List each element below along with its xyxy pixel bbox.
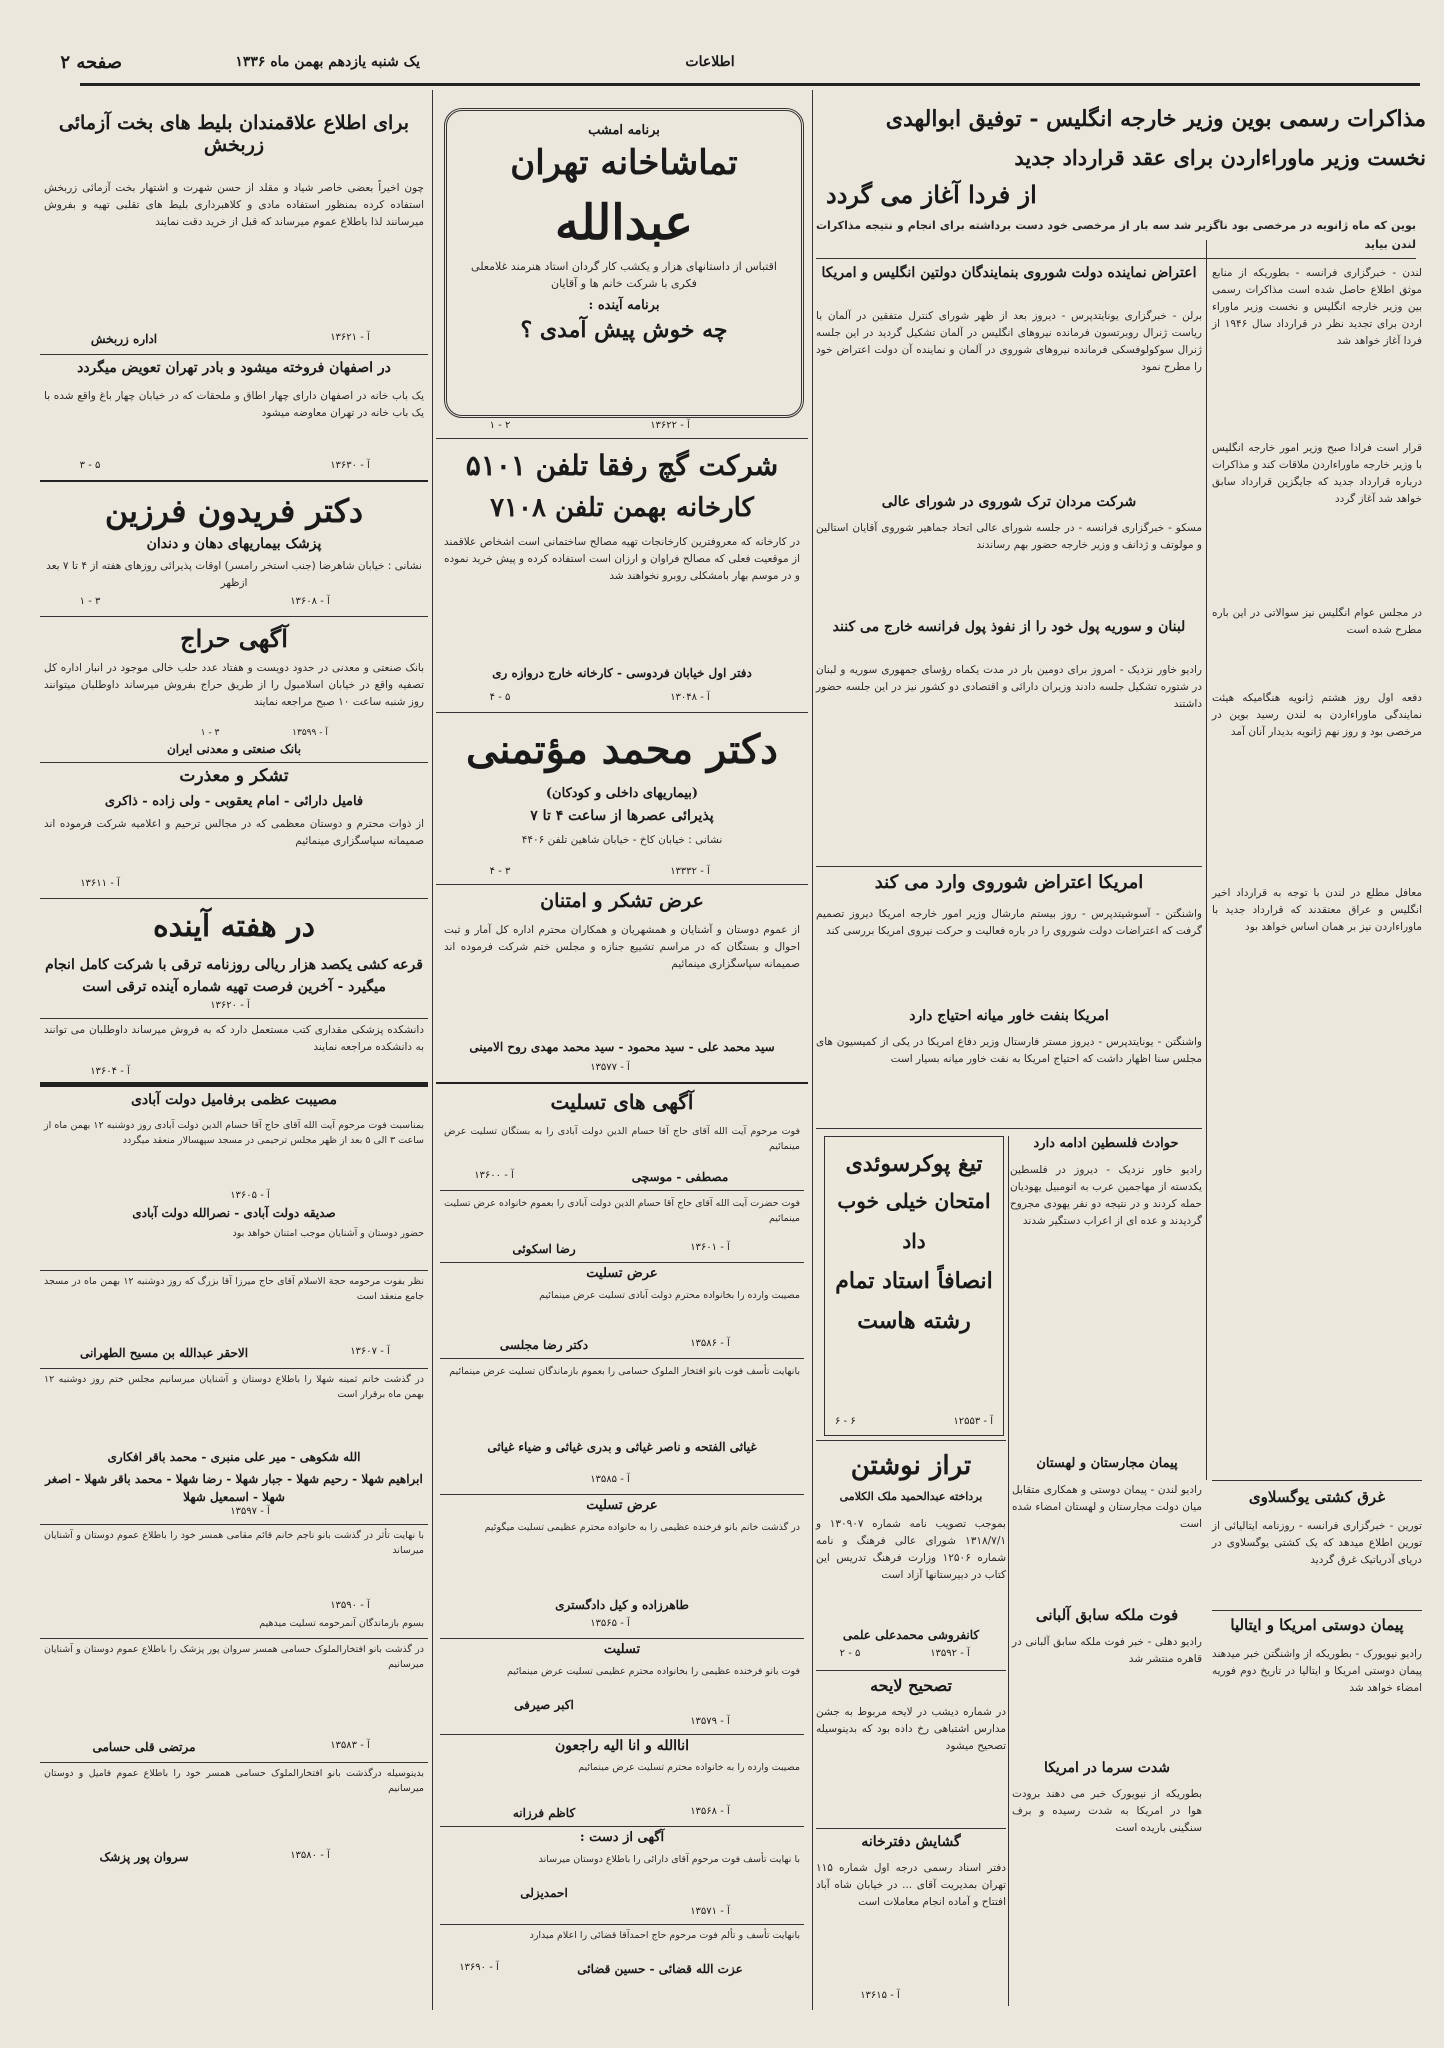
condolence-body: مصیبت وارده را به خانواده محترم تسلیت عرض مینمائیم (578, 1762, 800, 1773)
ad-code: آ - ۱۳۶۰۱ (690, 1242, 730, 1253)
ad-code: آ - ۱۳۶۰۵ (230, 1190, 270, 1201)
gach-ad-title: شرکت گچ رفقا تلفن ۵۱۰۱ (465, 449, 779, 482)
condolence-title: عرض تسلیت (586, 1498, 658, 1513)
doctor-ad-hours: پذیرائی عصرها از ساعت ۴ تا ۷ (530, 808, 714, 824)
play-title: عبدالله (555, 195, 693, 251)
lottery-ad-body: قرعه کشی یکصد هزار ریالی روزنامه ترقی با شرکت کامل انجام میگیرد - آخرین فرصت تهیه شماره آینده ترقی است (45, 957, 423, 995)
condolence-title: اناالله و انا الیه راجعون (554, 1738, 690, 1754)
article-title: امریکا بنفت خاور میانه احتیاج دارد (909, 1008, 1109, 1024)
ad-code: آ - ۱۳۶۰۰ (474, 1170, 514, 1181)
condolence-signer: احمدیزلی (520, 1886, 568, 1900)
obituary-body: در گذشت خانم ثمینه شهلا را باطلاع دوستان و آشنایان میرسانیم مجلس ختم روز دوشنبه ۱۲ بهمن ماه برقرار است (44, 1374, 424, 1400)
ad-code: آ - ۱۳۶۲۱ (330, 332, 370, 343)
auction-ad-body: بانک صنعتی و معدنی در حدود دویست و هفتاد عدد حلب خالی موجود در انبار اداره کل تصفیه واقع در خیابان اسلامبول را از طریق حراج بفروش میرساند داوطلبان میتوانند روز شنبه ساعت ۱۰ صبح مراجعه نمایند (44, 662, 424, 708)
ad-code: ۱ - ۲ (489, 420, 511, 431)
article-body: رادیو خاور نزدیک - امروز برای دومین بار در مدت یکماه رؤسای جمهوری سوریه و لبنان در شتوره تشکیل جلسه دادند وزیران دارائی و اقتصادی دو کشور نیز در این جلسه حضور داشتند (816, 664, 1202, 710)
ad-code: آ - ۱۳۵۷۹ (690, 1716, 730, 1727)
article-title: امریکا اعتراض شوروی وارد می کند (874, 872, 1144, 893)
ad-code: آ - ۱۳۶۹۰ (459, 1962, 499, 1973)
article-body: رادیو لندن - پیمان دوستی و همکاری متقابل میان دولت مجارستان و لهستان امضاء شده است (1012, 1484, 1202, 1530)
condolence-title: تسلیت (603, 1642, 641, 1657)
ad-code: ۴ - ۳ (489, 866, 511, 877)
condolence-body: مصیبت وارده را بخانواده محترم دولت آبادی تسلیت عرض مینمائیم (539, 1290, 800, 1301)
theater-desc: اقتباس از داستانهای هزار و یکشب کار گردان استاد هنرمند غلامعلی فکری با شرکت خانم ها و آقایان (471, 260, 777, 290)
obituary-body: بدینوسیله درگذشت بانو افتخارالملوک حسامی همسر خود را باطلاع عموم فامیل و دوستان میرسانیم (44, 1768, 424, 1794)
theater-next-label: برنامه آینده : (588, 298, 660, 313)
obituary-signer: سروان پور پزشک (99, 1850, 189, 1864)
ad-code: آ - ۱۳۵۷۱ (690, 1906, 730, 1917)
razor-ad-line: امتحان خیلی خوب داد (837, 1189, 991, 1253)
ad-code: ۴ - ۵ (489, 692, 511, 703)
article-strip-5: معافل مطلع در لندن با توجه به قرارداد اخیر انگلیس و عراق معتقدند که قرارداد جدید با ماوراءاردن نیز بر همان اساس خواهد بود (1212, 887, 1422, 933)
header-rule (80, 83, 1420, 86)
condolence-signer: غیاثی الفتحه و ناصر غیاثی و بدری غیاثی و ضیاء غیاثی (487, 1440, 757, 1454)
condolence-signer: کاظم فرزانه (512, 1806, 576, 1820)
obituary-body: با نهایت تأثر در گذشت بانو ناجم خانم قائم مقامی همسر خود را باطلاع عموم دوستان و آشنایان میرساند (44, 1530, 424, 1556)
thanks-ad-families: فامیل دارائی - امام یعقوبی - ولی زاده - ذاکری (104, 794, 364, 809)
ad-code: آ - ۱۳۵۸۵ (590, 1474, 630, 1485)
article-title: فوت ملکه سابق آلبانی (1035, 1606, 1179, 1624)
theater-name: تماشاخانه تهران (510, 143, 738, 183)
obituary-body: بمناسبت فوت مرحوم آیت الله آقای حاج آقا حسام الدین دولت آبادی روز دوشنبه ۱۲ بهمن ماه از ساعت ۳ الی ۵ بعد از ظهر مجلس ترحیمی در مسجد سپهسالار منعقد میگردد (44, 1120, 424, 1146)
article-title: اعتراض نماینده دولت شوروی بنمایندگان دولتین انگلیس و امریکا (821, 265, 1197, 281)
headline-second: نخست وزیر ماوراءاردن برای عقد قرارداد جدید (1014, 145, 1426, 170)
gach-ad-address: دفتر اول خیابان فردوسی - کارخانه خارج دروازه ری (492, 666, 752, 680)
headline-main: مذاکرات رسمی بوین وزیر خارجه انگلیس - توفیق ابوالهدی (885, 106, 1426, 132)
ad-code: ۳ - ۵ (79, 460, 101, 471)
razor-ad-line: تیغ پوکرسوئدی (845, 1151, 983, 1177)
lottery-ad-title: در هفته آینده (152, 909, 316, 944)
ad-code: آ - ۱۳۵۹۹ (292, 728, 328, 738)
ad-code: آ - ۱۳۶۲۰ (210, 1000, 250, 1011)
condolence-body: فوت بانو فرخنده عظیمی را بخانواده محترم عظیمی تسلیت عرض مینمائیم (506, 1666, 800, 1677)
ad-code: آ - ۱۳۵۸۶ (690, 1338, 730, 1349)
book-ad-title: تراز نوشتن (850, 1451, 972, 1481)
notice-body: در شماره دیشب در لایحه مربوط به جشن مدارس اشتباهی رخ داده بود که بدینوسیله تصحیح میشود (816, 1706, 1006, 1752)
ad-title: در اصفهان فروخته میشود و بادر تهران تعویض میگردد (77, 360, 391, 376)
article-body: تورین - خبرگزاری فرانسه - روزنامه ایتالیائی از تورین اطلاع میدهد که یک کشتی یوگسلاوی در دریای آدریاتیک غرق گردید (1212, 1520, 1422, 1566)
condolences-header: آگهی های تسلیت (550, 1090, 694, 1114)
ad-code: آ - ۱۳۶۱۵ (860, 1990, 900, 2001)
article-strip-1: لندن - خبرگزاری فرانسه - بطوریکه از منابع موثق اطلاع حاصل شده است مذاکرات رسمی بین وزیر خارجه انگلیس و نخست وزیر ماوراء اردن برای تجدید نظر در قرارداد سال ۱۹۴۶ از فردا آغاز خواهد شد (1212, 267, 1422, 347)
article-title: شرکت مردان ترک شوروی در شورای عالی (881, 494, 1137, 510)
doctor-ad-address: نشانی : خیابان کاخ - خیابان شاهین تلفن ۴۴۰۶ (521, 834, 723, 846)
article-strip-4: دفعه اول روز هشتم ژانویه هنگامیکه هیئت نمایندگی ماوراءاردن به لندن رسید بوین در مرخصی بود و روز نهم ژانویه بدیدار آنان آمد (1212, 692, 1422, 738)
ad-title: برای اطلاع علاقمندان بلیط های بخت آزمائی زربخش (58, 112, 410, 156)
doctor-ad-specialty: (بیماریهای داخلی و کودکان) (545, 786, 699, 801)
column-divider (432, 90, 433, 2010)
article-title: لبنان و سوریه پول خود را از نفوذ پول فرانسه خارج می کنند (832, 619, 1186, 635)
article-title: پیمان دوستی امریکا و ایتالیا (1230, 1616, 1404, 1634)
ad-body: یک باب خانه در اصفهان دارای چهار اطاق و ملحقات که در خیابان چهار باغ واقع شده با یک باب خانه در تهران معاوضه میشود (44, 390, 424, 419)
ad-body: دانشکده پزشکی مقداری کتب مستعمل دارد که به فروش میرساند داوطلبان می توانند به دانشکده مراجعه نمایند (44, 1024, 424, 1053)
notice-title: تصحیح لایحه (870, 1676, 952, 1695)
theater-next: چه خوش پیش آمدی ؟ (520, 317, 728, 343)
condolence-body: بانهایت تأسف فوت بانو افتخار الملوک حسامی را بعموم بازماندگان تسلیت عرض مینمائیم (449, 1366, 800, 1377)
headline-subhead: بوین که ماه ژانویه در مرخصی بود ناگزیر شد سه بار از مرخصی خود دست برداشته برای انجام و نتیجه مذاکرات لندن بیاید (816, 219, 1416, 251)
condolence-signer: عزت الله قضائی - حسین قضائی (577, 1962, 743, 1976)
ad-code: آ - ۱۳۶۰۷ (350, 1346, 390, 1357)
obituary-signer: الاحقر عبدالله بن مسیح الطهرانی (79, 1346, 249, 1360)
gach-ad-body: در کارخانه که معروفترین کارخانجات تهیه مصالح ساختمانی است اشخاص علاقمند از موقعیت فعلی که مصالح فراوان و ارزان است استفاده کرده و پیش خرید نموده و در موسم بهار بامشکلی روبرو نخواهند شد (444, 536, 800, 582)
obituary-signer: صدیقه دولت آبادی - نصرالله دولت آبادی (132, 1206, 336, 1220)
article-title: حوادث فلسطین ادامه دارد (1033, 1136, 1179, 1151)
column-divider (812, 90, 813, 2010)
ad-code: آ - ۱۳۵۹۰ (330, 1600, 370, 1611)
obituary-signer: بسوم بازماندگان آنمرحومه تسلیت میدهیم (259, 1618, 424, 1629)
paper-name: اطلاعات (685, 54, 735, 70)
ad-code: آ - ۱۳۵۹۷ (230, 1506, 270, 1517)
book-ad-author: برداخته عبدالحمید ملک الکلامی (839, 1490, 983, 1503)
condolence-signer: اکبر صیرفی (514, 1698, 574, 1712)
article-strip-2: قرار است فرادا صبح وزیر امور خارجه انگلیس با وزیر خارجه ماوراءاردن ملاقات کند و مذاکرات درباره قرارداد جدید که جایگزین قرارداد سابق خواهد شد آغاز گردد (1212, 442, 1422, 505)
article-body: واشنگتن - یونایتدپرس - دیروز مستر فارستال وزیر دفاع امریکا در یکی از کمیسیون های مجلس سنا اظهار داشت که احتیاج امریکا به نفت خاور میانه بسیار است (816, 1036, 1202, 1065)
thanks-ad-title: تشکر و معذرت (179, 766, 289, 786)
thanks-signers: سید محمد علی - سید محمود - سید محمد مهدی روح الامینی (469, 1040, 775, 1054)
ad-code: آ - ۱۳۵۸۳ (330, 1740, 370, 1751)
doctor-ad-title: دکتر محمد مؤتمنی (466, 726, 778, 773)
condolence-body: فوت حضرت آیت الله آقای حاج آقا حسام الدین دولت آبادی را بعموم خانواده عرض تسلیت مینمائیم (444, 1198, 800, 1224)
article-body: رادیو خاور نزدیک - دیروز در فلسطین یکدسته از مهاجمین عرب به اتومبیل یهودیان حمله کردند و در نتیجه دو نفر یهودی مجروح گردیدند و عده ای از اعراب دستگیر شدند (1010, 1164, 1202, 1227)
condolence-body: فوت مرحوم آیت الله آقای حاج آقا حسام الدین دولت آبادی را به بستگان تسلیت عرض مینمائیم (444, 1126, 800, 1152)
ad-body: چون اخیراً بعضی خاصر شیاد و مقلد از حسن شهرت و اشتهار بخت آزمائی زربخش استفاده کرده بمنظور استفاده مادی و کلاهبرداری بلیط های تقلبی تهیه و بفروش میرسانند لذا باطلاع عموم میرساند که قبل از خرید دقت نمایند (44, 182, 424, 228)
condolence-body: بانهایت تأسف و تألم فوت مرحوم حاج احمدآقا قضائی را اعلام میدارد (529, 1930, 800, 1941)
condolence-body: در گذشت خانم بانو فرخنده عظیمی را به خانواده محترم عظیمی تسلیت میگوئیم (484, 1522, 800, 1533)
ad-code: ۱ - ۳ (200, 728, 220, 738)
ad-code: آ - ۱۲۵۵۳ (953, 1416, 993, 1427)
condolence-title: آگهی از دست : (579, 1830, 665, 1845)
article-title: شدت سرما در امریکا (1043, 1760, 1171, 1776)
dentist-ad-title: دکتر فریدون فرزین (104, 492, 364, 530)
dentist-ad-specialty: پزشک بیماریهای دهان و دندان (146, 536, 322, 552)
condolence-signer: مصطفی - موسچی (631, 1170, 729, 1184)
article-title: غرق کشتی یوگسلاوی (1248, 1488, 1386, 1506)
page-number: صفحه ۲ (60, 52, 122, 73)
thanks-ad-body: از ذوات محترم و دوستان معظمی که در مجالس ترحیم و اعلامیه شرکت فرموده اند صمیمانه سپاسگزاری مینمائیم (44, 818, 424, 847)
article-body: واشنگتن - آسوشیتدپرس - روز بیستم مارشال وزیر امور خارجه امریکا دیروز تصمیم گرفت که اعتراضات دولت شوروی را در باره فعالیت و حرکت نیروی امریکا بررسی کند (816, 908, 1202, 937)
article-body: رادیو دهلی - خبر فوت ملکه سابق آلبانی در قاهره منتشر شد (1012, 1636, 1202, 1665)
gach-ad-sub: کارخانه بهمن تلفن ۷۱۰۸ (490, 493, 754, 523)
ad-code: آ - ۱۳۵۶۵ (590, 1618, 630, 1629)
razor-ad-line: انصافاً استاد تمام (835, 1268, 993, 1294)
ad-code: آ - ۱۳۶۳۰ (330, 460, 370, 471)
theater-ad (444, 108, 804, 418)
column-divider (1206, 240, 1207, 1480)
theater-tonight: برنامه امشب (588, 123, 660, 138)
obituary-body: در گذشت بانو افتخارالملوک حسامی همسر سروان پور پزشک را باطلاع عموم دوستان و آشنایان میرسانیم (44, 1644, 424, 1670)
auction-ad-signer: بانک صنعتی و معدنی ایران (166, 742, 302, 756)
ad-signer: اداره زربخش (90, 332, 158, 346)
article-body: رادیو نیویورک - بطوریکه از واشنگتن خبر میدهند پیمان دوستی امریکا و ایتالیا در تاریخ دوم فوریه امضاء خواهد شد (1212, 1648, 1422, 1694)
article-body: برلن - خبرگزاری یونایتدپرس - دیروز بعد از ظهر شورای کنترل متفقین در آلمان با ریاست ژنرال روبرتسون فرمانده نیروهای انگلیس در آلمان تشکیل گردید در این جلسه ژنرال سوکولوفسکی فرمانده نیروهای شوروی در آلمان و نماینده آن دولت اعتراض خود را مطرح نمود (816, 310, 1202, 373)
article-title: پیمان مجارستان و لهستان (1036, 1456, 1178, 1471)
ad-code: آ - ۱۳۶۰۴ (90, 1066, 130, 1077)
article-body: مسکو - خبرگزاری فرانسه - در جلسه شورای عالی اتحاد جماهیر شوروی آقایان استالین و مولوتف و ژدانف و وزیر خارجه حضور بهم رساندند (816, 522, 1202, 551)
obituary-signer: مرتضی قلی حسامی (92, 1740, 196, 1754)
article-strip-3: در مجلس عوام انگلیس نیز سوالاتی در این باره مطرح شده است (1212, 607, 1422, 636)
notice-body: دفتر اسناد رسمی درجه اول شماره ۱۱۵ تهران بمدیریت آقای ... در خیابان شاه آباد افتتاح و آماده انجام معاملات است (816, 1862, 1006, 1908)
ad-code: آ - ۱۳۳۳۲ (670, 866, 710, 877)
ad-code: آ - ۱۳۶۰۸ (290, 596, 330, 607)
obituary-signer: ابراهیم شهلا - رحیم شهلا - جبار شهلا - رضا شهلا - محمد باقر شهلا - اصغر شهلا - اسمعیل شهلا (45, 1472, 423, 1504)
obituary-body: حضور دوستان و آشنایان موجب امتنان خواهد بود (232, 1228, 424, 1239)
razor-ad-line: رشته هاست (857, 1308, 971, 1334)
ad-code: آ - ۱۳۰۴۸ (670, 692, 710, 703)
condolence-signer: طاهرزاده و کیل دادگستری (555, 1598, 689, 1612)
auction-ad-title: آگهی حراج (180, 624, 288, 653)
ad-code: آ - ۱۳۵۸۰ (290, 1850, 330, 1861)
dentist-ad-info: نشانی : خیابان شاهرضا (جنب استخر رامسر) اوقات پذیرائی روزهای هفته از ۴ تا ۷ بعد ازظهر (46, 560, 422, 589)
book-ad-body: بموجب تصویب نامه شماره ۱۳۰۹۰۷ و ۱۳۱۸/۷/۱ شورای عالی فرهنگ و نامه شماره ۱۲۵۰۶ وزارت فرهنگ تدریس این کتاب در دبیرستانها آزاد است (816, 1518, 1006, 1581)
ad-code: آ - ۱۳۵۶۸ (690, 1806, 730, 1817)
ad-code: ۱ - ۳ (79, 596, 101, 607)
razor-ad (824, 1136, 1004, 1436)
condolence-signer: رضا اسکوئی (512, 1242, 576, 1256)
book-ad-seller: کانفروشی محمدعلی علمی (842, 1628, 980, 1642)
ad-code: ۶ - ۶ (835, 1416, 856, 1427)
obituary-title: مصیبت عظمی برفامیل دولت آبادی (130, 1092, 338, 1108)
ad-code: ۲ - ۵ (839, 1648, 861, 1659)
ad-code: آ - ۱۳۵۹۲ (930, 1648, 970, 1659)
ad-code: آ - ۱۳۶۲۲ (650, 420, 690, 431)
obituary-body: نظر بفوت مرحومه حجة الاسلام آقای حاج میرزا آقا بزرگ که روز دوشنبه ۱۲ بهمن ماه در مسجد جامع منعقد است (44, 1276, 424, 1302)
article-body: بطوریکه از نیویورک خبر می دهند برودت هوا در امریکا به شدت رسیده و برف سنگینی باریده است (1012, 1788, 1202, 1834)
condolence-body: با نهایت تأسف فوت مرحوم آقای دارائی را باطلاع دوستان میرساند (538, 1854, 800, 1865)
issue-date: یک شنبه یازدهم بهمن ماه ۱۳۳۶ (235, 54, 420, 70)
thanks-title: عرض تشکر و امتنان (540, 890, 704, 912)
condolence-title: عرض تسلیت (586, 1266, 658, 1281)
ad-code: آ - ۱۳۵۷۷ (590, 1062, 630, 1073)
ad-code: آ - ۱۳۶۱۱ (80, 878, 120, 889)
notice-title: گشایش دفترخانه (861, 1834, 961, 1850)
condolence-signer: دکتر رضا مجلسی (499, 1338, 589, 1352)
thanks-body: از عموم دوستان و آشنایان و همشهریان و همکاران محترم اداره کل آمار و ثبت احوال و بستگان که در مراسم تشییع جنازه و مجلس ختم شرکت فرموده اند صمیمانه سپاسگزاری مینمائیم (444, 924, 800, 970)
obituary-signer: الله شکوهی - میر علی منبری - محمد باقر افکاری (107, 1450, 361, 1464)
headline-third: از فردا آغاز می گردد (826, 180, 1037, 209)
